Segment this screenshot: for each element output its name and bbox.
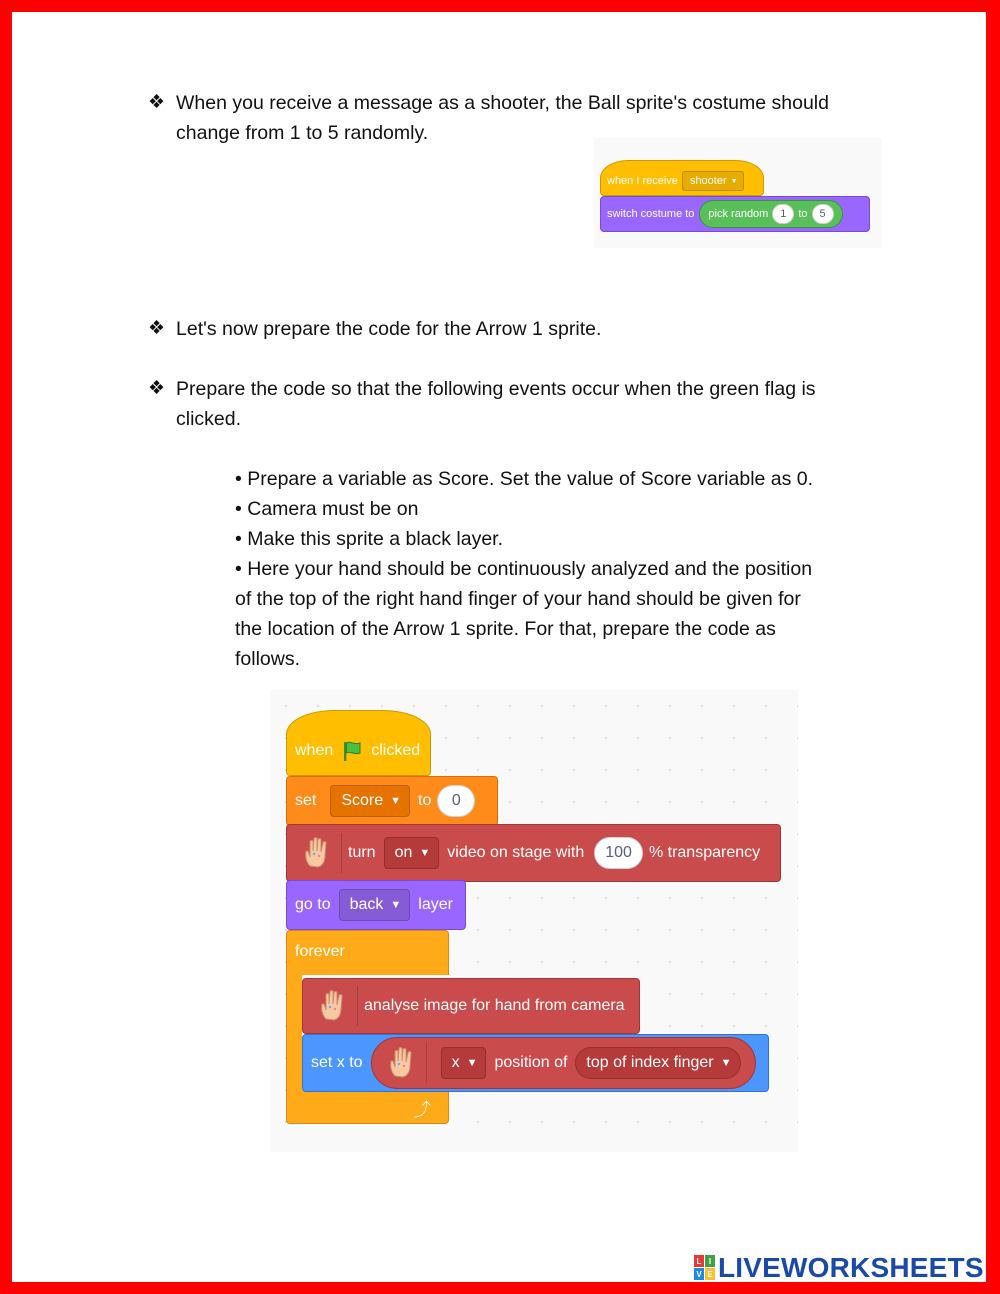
variable-dropdown[interactable] bbox=[330, 785, 410, 817]
message-dropdown[interactable] bbox=[682, 171, 744, 191]
forever-label: forever bbox=[295, 943, 345, 960]
when-label: when bbox=[295, 742, 334, 759]
set-x-block[interactable] bbox=[302, 1034, 769, 1092]
sub-item-hand-line-2: of the top of the right hand finger of your hand should be given for bbox=[235, 588, 801, 610]
sub-item-layer: • Make this sprite a black layer. bbox=[235, 528, 504, 550]
layer-value: back bbox=[349, 896, 384, 913]
set-variable-block[interactable] bbox=[286, 776, 498, 826]
sub-item-hand-line-3: the location of the Arrow 1 sprite. For that, prepare the code as bbox=[235, 618, 776, 640]
bullet-icon: ❖ bbox=[148, 378, 166, 399]
analyse-label: analyse image for hand from camera bbox=[364, 997, 625, 1014]
finger-dropdown[interactable] bbox=[575, 1047, 740, 1079]
chevron-down-icon: ▼ bbox=[390, 898, 402, 911]
set-x-label: set x to bbox=[311, 1054, 363, 1071]
liveworksheets-logo-mark: L I V E bbox=[694, 1255, 716, 1281]
sub-item-hand-line-4: follows. bbox=[235, 648, 301, 670]
analyse-image-block[interactable] bbox=[302, 978, 640, 1034]
random-to-input[interactable]: 5 bbox=[812, 204, 834, 224]
go-to-layer-block[interactable] bbox=[286, 880, 466, 930]
layer-dropdown[interactable] bbox=[339, 889, 411, 921]
clicked-label: clicked bbox=[371, 742, 421, 759]
loop-arrow-icon: ⤴ bbox=[413, 1100, 431, 1120]
message-value: shooter bbox=[689, 175, 727, 187]
turn-label: turn bbox=[348, 844, 376, 861]
green-flag-icon bbox=[341, 740, 363, 762]
hand-icon bbox=[309, 986, 358, 1026]
instruction-3-line-1: Prepare the code so that the following events occur when the green flag is bbox=[176, 378, 816, 400]
variable-value: Score bbox=[341, 792, 384, 809]
to-label: to bbox=[418, 792, 432, 809]
code-panel-costume bbox=[594, 138, 882, 248]
transparency-label: % transparency bbox=[648, 844, 761, 861]
set-value-input[interactable]: 0 bbox=[437, 785, 475, 817]
hand-icon bbox=[378, 1043, 427, 1083]
to-label: to bbox=[798, 208, 808, 220]
chevron-down-icon: ▼ bbox=[390, 794, 402, 807]
chevron-down-icon: ▼ bbox=[419, 846, 431, 859]
position-of-label: position of bbox=[494, 1054, 568, 1071]
video-state-dropdown[interactable] bbox=[384, 837, 440, 869]
hand-position-reporter[interactable] bbox=[371, 1037, 756, 1089]
video-state-value: on bbox=[394, 844, 413, 861]
random-from-input[interactable]: 1 bbox=[772, 204, 794, 224]
axis-value: x bbox=[451, 1054, 460, 1071]
code-panel-arrow bbox=[270, 690, 798, 1152]
chevron-down-icon: ▼ bbox=[720, 1056, 732, 1069]
when-i-receive-block[interactable] bbox=[600, 160, 764, 196]
instruction-1-line-1: When you receive a message as a shooter, the Ball sprite's costume should bbox=[176, 92, 829, 114]
finger-value: top of index finger bbox=[586, 1054, 714, 1071]
switch-costume-label: switch costume to bbox=[607, 208, 695, 220]
when-i-receive-label: when I receive bbox=[607, 175, 678, 187]
bullet-icon: ❖ bbox=[148, 92, 166, 113]
pick-random-reporter[interactable] bbox=[699, 200, 842, 228]
bullet-icon: ❖ bbox=[148, 318, 166, 339]
sub-item-hand-line-1: • Here your hand should be continuously analyzed and the position bbox=[235, 558, 813, 580]
instruction-3-line-2: clicked. bbox=[176, 408, 242, 430]
when-flag-clicked-block[interactable] bbox=[286, 710, 431, 776]
sub-item-score: • Prepare a variable as Score. Set the value of Score variable as 0. bbox=[235, 468, 814, 490]
liveworksheets-logo bbox=[694, 1252, 984, 1284]
video-label: video on stage with bbox=[447, 844, 585, 861]
switch-costume-block[interactable] bbox=[600, 196, 870, 232]
hand-icon bbox=[293, 833, 342, 873]
chevron-down-icon: ▼ bbox=[466, 1056, 478, 1069]
instruction-1-line-2: change from 1 to 5 randomly. bbox=[176, 122, 429, 144]
instruction-2-line-1: Let's now prepare the code for the Arrow 1 sprite. bbox=[176, 318, 602, 340]
turn-video-block[interactable] bbox=[286, 824, 781, 882]
go-to-label: go to bbox=[295, 896, 331, 913]
set-label: set bbox=[295, 792, 317, 809]
liveworksheets-logo-text: LIVEWORKSHEETS bbox=[718, 1252, 984, 1283]
sub-item-camera: • Camera must be on bbox=[235, 498, 419, 520]
chevron-down-icon: ▼ bbox=[730, 177, 738, 185]
axis-dropdown[interactable] bbox=[441, 1047, 487, 1079]
pick-random-label: pick random bbox=[708, 208, 769, 220]
layer-label: layer bbox=[418, 896, 453, 913]
transparency-input[interactable]: 100 bbox=[594, 837, 643, 869]
